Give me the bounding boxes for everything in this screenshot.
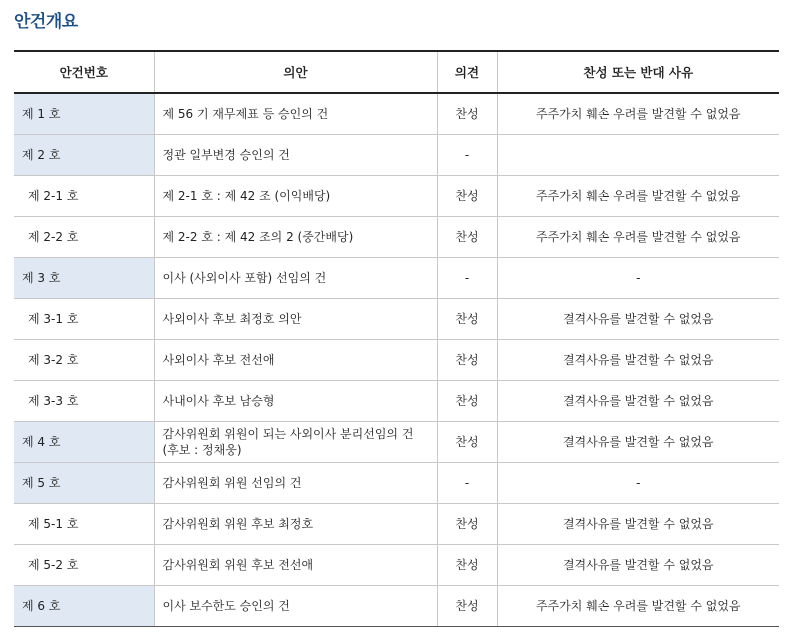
opinion: 찬성 <box>437 216 497 257</box>
table-row <box>14 257 779 298</box>
opinion: 찬성 <box>437 421 497 462</box>
agenda-item: 정관 일부변경 승인의 건 <box>154 134 437 175</box>
opinion: - <box>437 134 497 175</box>
reason: 주주가치 훼손 우려를 발견할 수 없었음 <box>497 93 779 134</box>
agenda-item: 제 2-2 호 : 제 42 조의 2 (중간배당) <box>154 216 437 257</box>
opinion: 찬성 <box>437 585 497 626</box>
table-row <box>14 216 779 257</box>
reason: 주주가치 훼손 우려를 발견할 수 없었음 <box>497 585 779 626</box>
opinion: 찬성 <box>437 339 497 380</box>
agenda-number: 제 2 호 <box>14 134 154 175</box>
opinion: 찬성 <box>437 503 497 544</box>
agenda-item: 이사 (사외이사 포함) 선임의 건 <box>154 257 437 298</box>
agenda-number: 제 3-1 호 <box>14 298 154 339</box>
table-row <box>14 339 779 380</box>
reason: 결격사유를 발견할 수 없었음 <box>497 380 779 421</box>
reason: - <box>497 462 779 503</box>
opinion: - <box>437 257 497 298</box>
table-row <box>14 134 779 175</box>
table-header-row <box>14 51 779 93</box>
header-agenda-item: 의안 <box>154 51 437 93</box>
reason: 주주가치 훼손 우려를 발견할 수 없었음 <box>497 175 779 216</box>
agenda-table <box>14 50 779 627</box>
agenda-number: 제 4 호 <box>14 421 154 462</box>
table-row <box>14 93 779 134</box>
table-row <box>14 462 779 503</box>
agenda-item: 제 2-1 호 : 제 42 조 (이익배당) <box>154 175 437 216</box>
table-row <box>14 585 779 626</box>
opinion: 찬성 <box>437 175 497 216</box>
agenda-item: 이사 보수한도 승인의 건 <box>154 585 437 626</box>
reason: 결격사유를 발견할 수 없었음 <box>497 503 779 544</box>
agenda-item-line-2: (후보 : 정채웅) <box>162 442 242 457</box>
table-row <box>14 544 779 585</box>
opinion: 찬성 <box>437 380 497 421</box>
table-row <box>14 380 779 421</box>
agenda-number: 제 6 호 <box>14 585 154 626</box>
table-row <box>14 421 779 462</box>
agenda-number: 제 5-1 호 <box>14 503 154 544</box>
header-reason: 찬성 또는 반대 사유 <box>497 51 779 93</box>
agenda-number: 제 5-2 호 <box>14 544 154 585</box>
reason: 결격사유를 발견할 수 없었음 <box>497 339 779 380</box>
reason: 결격사유를 발견할 수 없었음 <box>497 544 779 585</box>
agenda-number: 제 3-2 호 <box>14 339 154 380</box>
header-agenda-number: 안건번호 <box>14 51 154 93</box>
agenda-item: 감사위원회 위원 후보 최정호 <box>154 503 437 544</box>
reason: 결격사유를 발견할 수 없었음 <box>497 298 779 339</box>
agenda-item: 감사위원회 위원 선임의 건 <box>154 462 437 503</box>
agenda-number: 제 2-2 호 <box>14 216 154 257</box>
reason: 결격사유를 발견할 수 없었음 <box>497 421 779 462</box>
header-opinion: 의견 <box>437 51 497 93</box>
opinion: 찬성 <box>437 298 497 339</box>
reason <box>497 134 779 175</box>
agenda-item: 사외이사 후보 최정호 의안 <box>154 298 437 339</box>
agenda-number: 제 1 호 <box>14 93 154 134</box>
agenda-item: 사외이사 후보 전선애 <box>154 339 437 380</box>
agenda-item <box>154 421 437 462</box>
table-row <box>14 175 779 216</box>
opinion: - <box>437 462 497 503</box>
agenda-item-line-1: 감사위원회 위원이 되는 사외이사 분리선임의 건 <box>162 426 414 441</box>
table-row <box>14 503 779 544</box>
opinion: 찬성 <box>437 544 497 585</box>
agenda-item: 제 56 기 재무제표 등 승인의 건 <box>154 93 437 134</box>
opinion: 찬성 <box>437 93 497 134</box>
table-row <box>14 298 779 339</box>
agenda-item: 감사위원회 위원 후보 전선애 <box>154 544 437 585</box>
agenda-number: 제 3 호 <box>14 257 154 298</box>
agenda-item: 사내이사 후보 남승형 <box>154 380 437 421</box>
reason: - <box>497 257 779 298</box>
agenda-number: 제 2-1 호 <box>14 175 154 216</box>
reason: 주주가치 훼손 우려를 발견할 수 없었음 <box>497 216 779 257</box>
agenda-number: 제 5 호 <box>14 462 154 503</box>
page-title: 안건개요 <box>14 12 78 32</box>
agenda-number: 제 3-3 호 <box>14 380 154 421</box>
